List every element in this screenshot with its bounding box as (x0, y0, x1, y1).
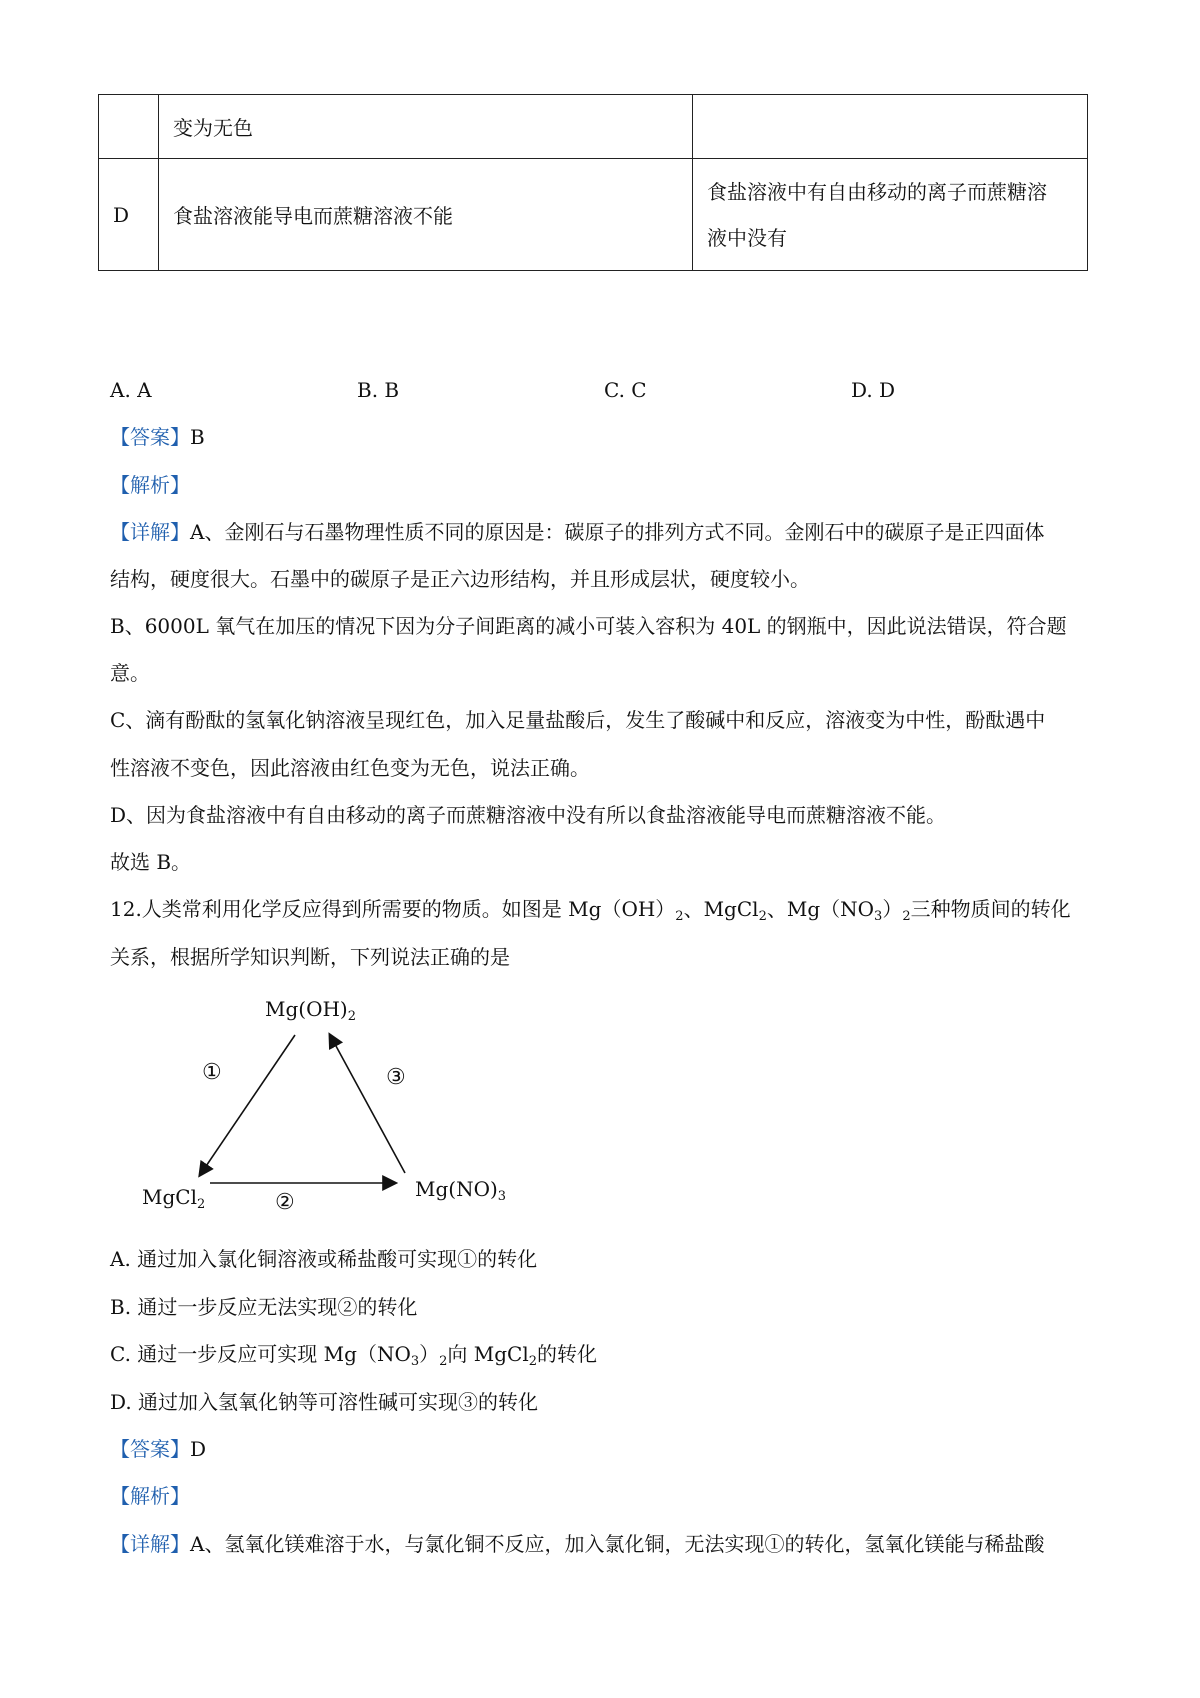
q12-option-c: C. 通过一步反应可实现 $Mg(NO_3)_2$向 MgCl$_2$的转化 (110, 1342, 598, 1369)
table-cell-label: D (99, 159, 159, 271)
q12-answer-line (110, 1437, 206, 1461)
analysis-tag: 【解析】 (110, 473, 190, 497)
arrow-label-2: ② (275, 1190, 295, 1215)
detail-line: C、滴有酚酞的氢氧化钠溶液呈现红色，加入足量盐酸后，发生了酸碱中和反应，溶液变为中性，酚酞遇中 (110, 708, 1046, 732)
answer-tag: 【答案】 (110, 1437, 190, 1461)
explanation-line: 食盐溶液中有自由移动的离子而蔗糖溶 (707, 179, 1047, 204)
question-stem-line2: 关系，根据所学知识判断，下列说法正确的是 (110, 945, 510, 969)
option-c: C. C (604, 378, 647, 402)
answer-value: B (190, 425, 205, 449)
table-cell-label (99, 95, 159, 159)
detail-tag: 【详解】 (110, 520, 190, 544)
question-stem: 12.人类常利用化学反应得到所需要的物质。如图是 $Mg(OH)_2$、MgCl$_2$、$Mg(NO_3)_2$三种物质间的转化 (110, 897, 1071, 924)
detail-line: 意。 (110, 661, 150, 685)
q12-option-d: D. 通过加入氢氧化钠等可溶性碱可实现③的转化 (110, 1390, 539, 1414)
option-b: B. B (357, 378, 400, 402)
q12-option-b: B. 通过一步反应无法实现②的转化 (110, 1295, 418, 1319)
detail-line: 结构，硬度很大。石墨中的碳原子是正六边形结构，并且形成层状，硬度较小。 (110, 567, 810, 591)
comparison-table (98, 94, 1088, 271)
table-cell-explanation (693, 95, 1088, 159)
node-mg-oh2: $Mg(OH)_2$ (265, 997, 357, 1024)
q12-detail-line: 【详解】A、氢氧化镁难溶于水，与氯化铜不反应，加入氯化铜，无法实现①的转化，氢氧化镁能与稀盐酸 (110, 1532, 1045, 1556)
detail-line: 性溶液不变色，因此溶液由红色变为无色，说法正确。 (110, 756, 590, 780)
table-cell-phenomenon: 食盐溶液能导电而蔗糖溶液不能 (159, 159, 693, 271)
option-d: D. D (851, 378, 896, 402)
detail-line: 【详解】A、金刚石与石墨物理性质不同的原因是：碳原子的排列方式不同。金刚石中的碳原子是正四面体 (110, 520, 1045, 544)
arrow-1 (200, 1035, 295, 1175)
q12-analysis-tag: 【解析】 (110, 1484, 190, 1508)
arrow-label-3: ③ (386, 1065, 406, 1090)
answer-value: D (190, 1437, 207, 1461)
option-a: A. A (110, 378, 152, 402)
table-cell-explanation (693, 159, 1088, 271)
node-mgcl2: MgCl$_2$ (142, 1185, 206, 1212)
answer-tag: 【答案】 (110, 425, 190, 449)
answer-line (110, 425, 205, 449)
node-mg-no3: $Mg(NO)_3$ (415, 1177, 507, 1204)
transformation-diagram (130, 985, 510, 1215)
detail-line: 故选 B。 (110, 850, 192, 874)
table-cell-phenomenon: 变为无色 (159, 95, 693, 159)
arrow-label-1: ① (202, 1060, 222, 1085)
explanation-line: 液中没有 (707, 225, 787, 250)
arrow-3 (330, 1035, 405, 1173)
detail-line: B、6000L 氧气在加压的情况下因为分子间距离的减小可装入容积为 40L 的钢瓶中，因此说法错误，符合题 (110, 614, 1067, 638)
detail-tag: 【详解】 (110, 1532, 190, 1556)
detail-line: D、因为食盐溶液中有自由移动的离子而蔗糖溶液中没有所以食盐溶液能导电而蔗糖溶液不能。 (110, 803, 947, 827)
q12-option-a: A. 通过加入氯化铜溶液或稀盐酸可实现①的转化 (110, 1247, 538, 1271)
